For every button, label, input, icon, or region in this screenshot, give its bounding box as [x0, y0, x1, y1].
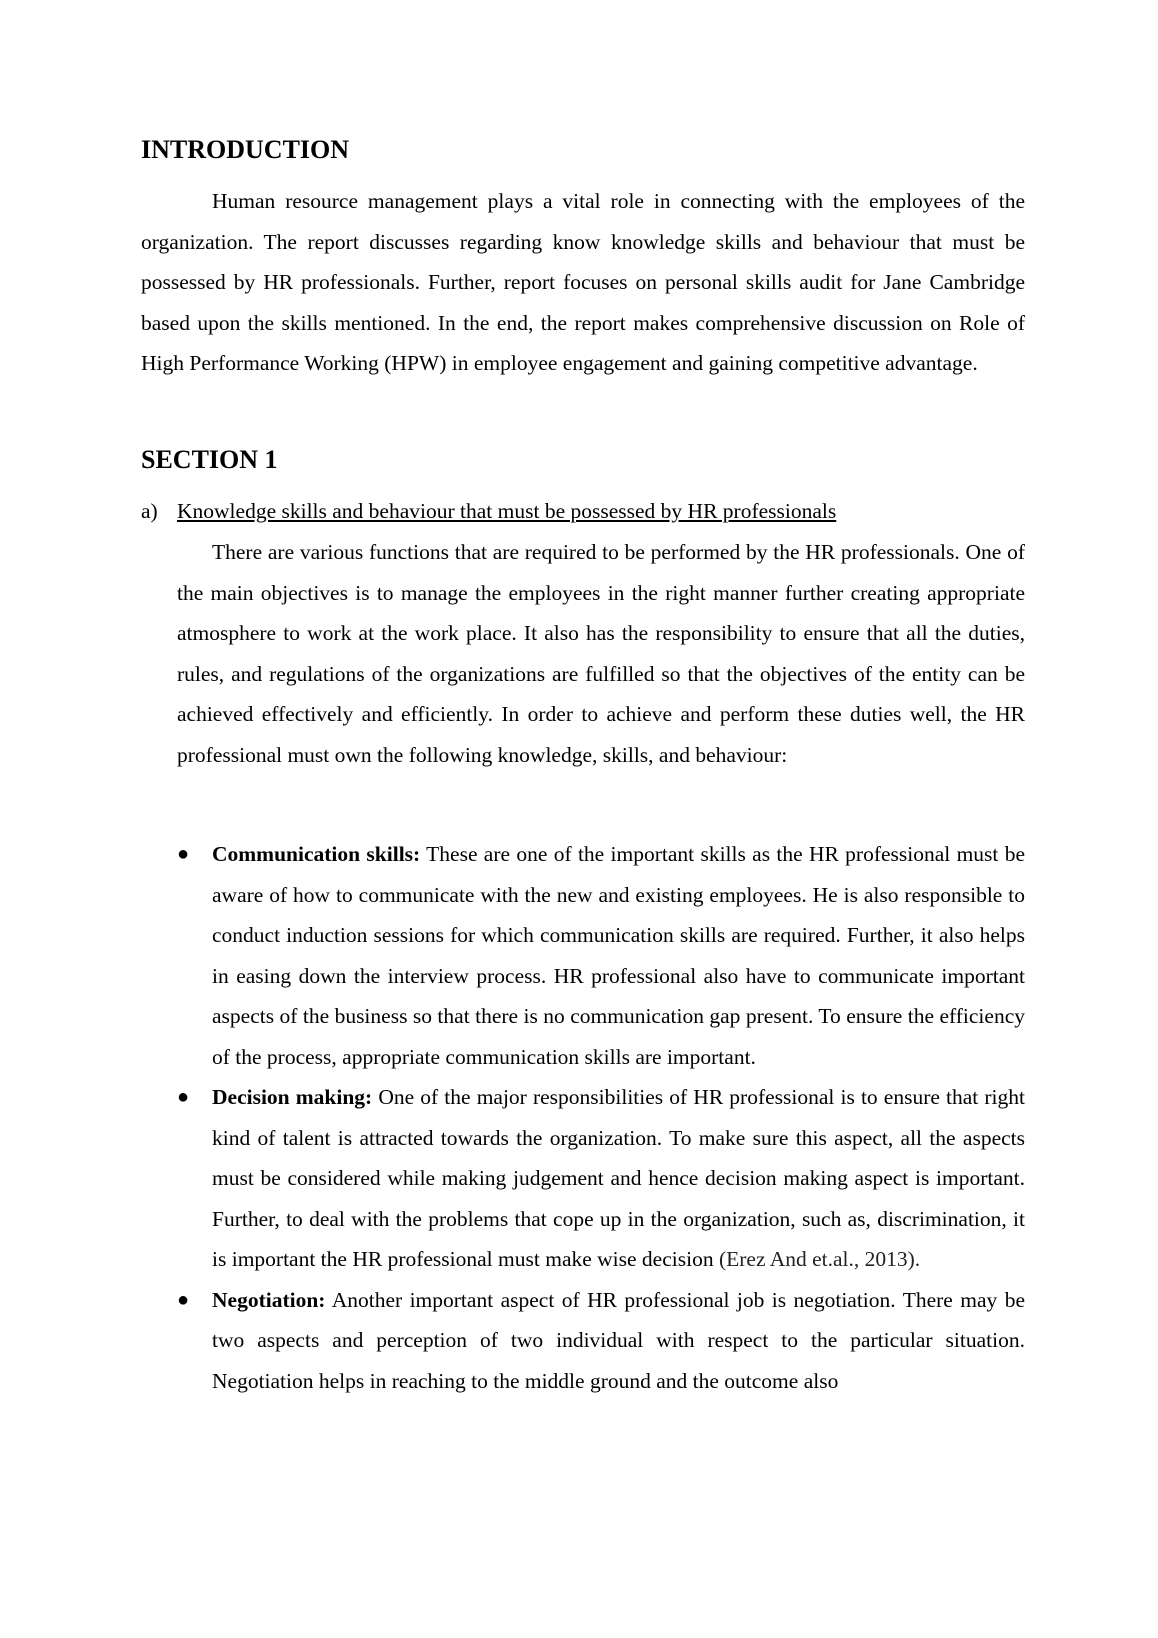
bullet-dot-icon: ●: [177, 1288, 190, 1311]
bullet-communication-skills: [141, 834, 1025, 1077]
bullet-term: Decision making:: [212, 1085, 373, 1109]
subsection-a-marker: a): [141, 499, 158, 523]
bullet-negotiation: [141, 1280, 1025, 1402]
subsection-a-title: Knowledge skills and behaviour that must be possessed by HR professionals: [177, 499, 837, 523]
bullet-text: Another important aspect of HR professional job is negotiation. There may be two aspects and perception of two individual with respect to the particular situation. Negotiation helps in reaching to the middle ground and the outcome also: [212, 1287, 1025, 1393]
bullet-decision-making: [141, 1077, 1025, 1280]
introduction-heading: INTRODUCTION: [141, 135, 350, 164]
bullet-term: Communication skills:: [212, 842, 421, 866]
section-1-heading: SECTION 1: [141, 445, 278, 474]
bullet-citation: (Erez And et.al., 2013).: [718, 1247, 921, 1271]
subsection-a-heading: [141, 496, 1041, 526]
introduction-paragraph: Human resource management plays a vital role in connecting with the employees of the organization. The report discusses regarding know knowledge skills and behaviour that must be possessed by HR professionals. Further, report focuses on personal skills audit for Jane Cambridge based upon the skills mentioned. In the end, the report makes comprehensive discussion on Role of High Performance Working (HPW) in employee engagement and gaining competitive advantage.: [141, 189, 1025, 375]
subsection-a-paragraph: There are various functions that are required to be performed by the HR professionals. One of the main objectives is to manage the employees in the right manner further creating appropriate atmosphere to work at the work place. It also has the responsibility to ensure that all the duties, rules, and regulations of the organizations are fulfilled so that the objectives of the entity can be achieved effectively and efficiently. In order to achieve and perform these duties well, the HR professional must own the following knowledge, skills, and behaviour:: [177, 540, 1025, 767]
bullet-dot-icon: ●: [177, 1086, 190, 1108]
bullet-dot-icon: ●: [177, 843, 190, 865]
bullet-text: One of the major responsibilities of HR professional is to ensure that right kind of talent is attracted towards the organization. To make sure this aspect, all the aspects must be considered while making judgement and hence decision making aspect is important. Further, to deal with the problems that cope up in the organization, such as, discrimination, it is important the HR professional must make wise decision: [212, 1085, 1026, 1271]
skills-bullet-list: [141, 834, 1025, 1401]
bullet-term: Negotiation:: [212, 1287, 326, 1312]
bullet-text: These are one of the important skills as the HR professional must be aware of how to communicate with the new and existing employees. He is also responsible to conduct induction sessions for which communication skills are required. Further, it also helps in easing down the interview process. HR professional also have to communicate important aspects of the business so that there is no communication gap present. To ensure the efficiency of the process, appropriate communication skills are important.: [212, 842, 1025, 1069]
